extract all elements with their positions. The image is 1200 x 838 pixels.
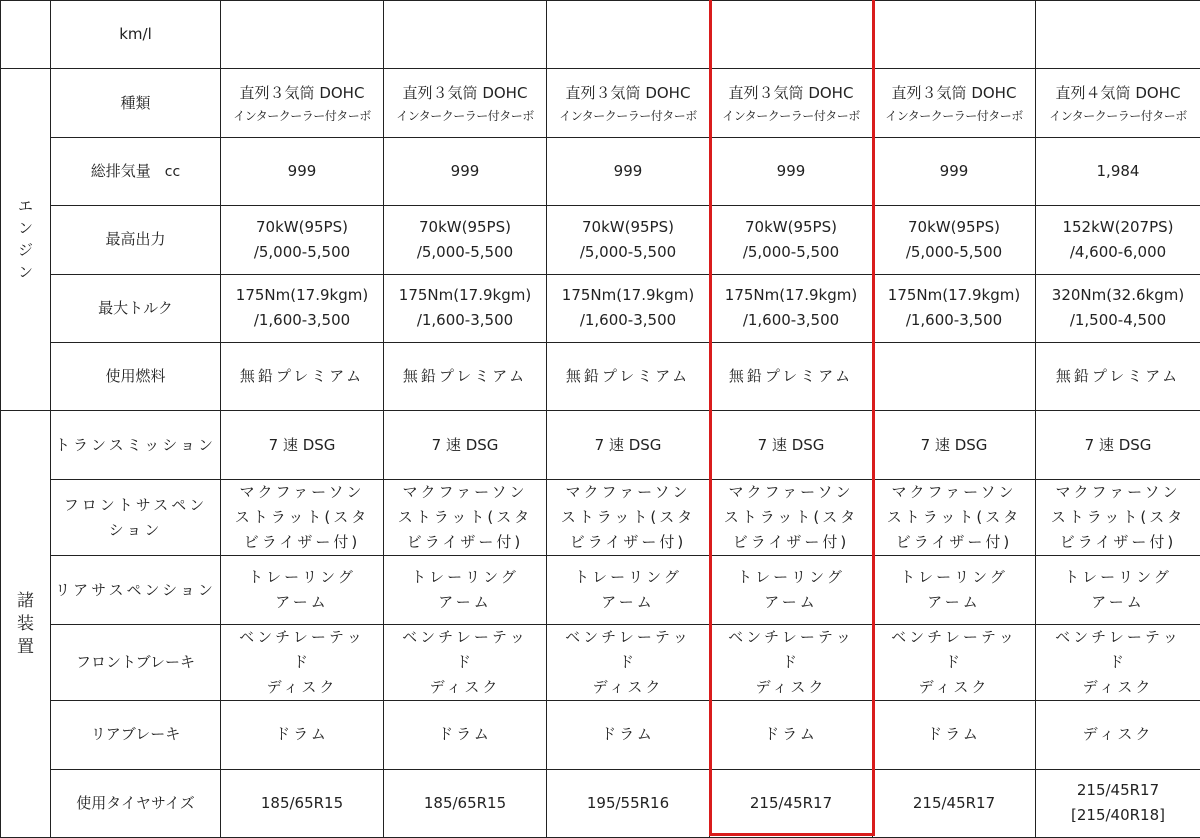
spec-cell: 152kW(207PS) /4,600-6,000 [1036, 206, 1200, 274]
spec-cell: トレーリング アーム [221, 556, 384, 624]
spec-cell: 999 [221, 137, 384, 205]
spec-cell: 直列３気筒 DOHC インタークーラー付ターボ [221, 69, 384, 137]
spec-cell [710, 1, 873, 69]
spec-cell: 175Nm(17.9kgm) /1,600-3,500 [547, 274, 710, 342]
spec-cell: トレーリング アーム [547, 556, 710, 624]
spec-cell: ベンチレーテッ ド ディスク [547, 624, 710, 700]
spec-cell: 直列４気筒 DOHC インタークーラー付ターボ [1036, 69, 1200, 137]
row-label-front-suspension: フロントサスペンション [51, 479, 221, 555]
table-row-transmission [1, 411, 1200, 479]
spec-cell: 175Nm(17.9kgm) /1,600-3,500 [221, 274, 384, 342]
spec-cell: 70kW(95PS) /5,000-5,500 [221, 206, 384, 274]
spec-cell: トレーリング アーム [384, 556, 547, 624]
row-label-displacement: 総排気量 cc [51, 137, 221, 205]
row-label-rear-brake: リアブレーキ [51, 701, 221, 769]
spec-cell: ドラム [873, 701, 1036, 769]
spec-cell: 7 速 DSG [547, 411, 710, 479]
table-row-rear-brake [1, 701, 1200, 769]
spec-cell: マクファーソン ストラット(スタ ビライザー付) [547, 479, 710, 555]
spec-cell [547, 1, 710, 69]
spec-cell: マクファーソン ストラット(スタ ビライザー付) [221, 479, 384, 555]
spec-cell: 70kW(95PS) /5,000-5,500 [710, 206, 873, 274]
spec-cell: マクファーソン ストラット(スタ ビライザー付) [1036, 479, 1200, 555]
spec-cell: 直列３気筒 DOHC インタークーラー付ターボ [547, 69, 710, 137]
table-row-tire-size [1, 769, 1200, 837]
table-row-fuel [1, 343, 1200, 411]
spec-cell: 185/65R15 [384, 769, 547, 837]
table-row-engine-type [1, 69, 1200, 137]
spec-cell: ベンチレーテッ ド ディスク [873, 624, 1036, 700]
row-label-rear-suspension: リアサスペンション [51, 556, 221, 624]
spec-cell [873, 343, 1036, 411]
table-row-fuel-economy [1, 1, 1200, 69]
spec-cell: トレーリング アーム [873, 556, 1036, 624]
spec-cell: ドラム [221, 701, 384, 769]
table-row-displacement [1, 137, 1200, 205]
row-label-max-power: 最高出力 [51, 206, 221, 274]
category-devices: 諸 装 置 [1, 411, 51, 838]
row-label-max-torque: 最大トルク [51, 274, 221, 342]
spec-cell [221, 1, 384, 69]
spec-cell: 175Nm(17.9kgm) /1,600-3,500 [384, 274, 547, 342]
spec-cell: 195/55R16 [547, 769, 710, 837]
spec-cell: ベンチレーテッ ド ディスク [1036, 624, 1200, 700]
spec-cell: 無鉛プレミアム [710, 343, 873, 411]
row-label-fuel: 使用燃料 [51, 343, 221, 411]
spec-cell: マクファーソン ストラット(スタ ビライザー付) [873, 479, 1036, 555]
spec-cell: 320Nm(32.6kgm) /1,500-4,500 [1036, 274, 1200, 342]
row-label-tire-size: 使用タイヤサイズ [51, 769, 221, 837]
spec-cell: 直列３気筒 DOHC インタークーラー付ターボ [710, 69, 873, 137]
row-label-front-brake: フロントブレーキ [51, 624, 221, 700]
spec-cell: 175Nm(17.9kgm) /1,600-3,500 [710, 274, 873, 342]
spec-cell: 7 速 DSG [710, 411, 873, 479]
spec-cell: 7 速 DSG [384, 411, 547, 479]
spec-cell: ベンチレーテッ ド ディスク [384, 624, 547, 700]
row-label-transmission: トランスミッション [51, 411, 221, 479]
row-label-engine-type: 種類 [51, 69, 221, 137]
spec-cell: マクファーソン ストラット(スタ ビライザー付) [710, 479, 873, 555]
spec-cell: 999 [710, 137, 873, 205]
spec-cell: ドラム [384, 701, 547, 769]
spec-cell: 直列３気筒 DOHC インタークーラー付ターボ [873, 69, 1036, 137]
spec-cell [384, 1, 547, 69]
spec-cell: 215/45R17 [873, 769, 1036, 837]
spec-cell: 175Nm(17.9kgm) /1,600-3,500 [873, 274, 1036, 342]
spec-cell: 直列３気筒 DOHC インタークーラー付ターボ [384, 69, 547, 137]
spec-cell: ドラム [710, 701, 873, 769]
spec-cell: 7 速 DSG [873, 411, 1036, 479]
spec-cell: ベンチレーテッ ド ディスク [710, 624, 873, 700]
table-row-max-power [1, 206, 1200, 274]
table-row-front-brake [1, 624, 1200, 700]
category-engine: エ ン ジ ン [1, 69, 51, 411]
table-row-rear-suspension [1, 556, 1200, 624]
row-label-fuel-unit: km/l [51, 1, 221, 69]
category-cell-empty [1, 1, 51, 69]
spec-cell: マクファーソン ストラット(スタ ビライザー付) [384, 479, 547, 555]
spec-cell: トレーリング アーム [710, 556, 873, 624]
spec-cell: ディスク [1036, 701, 1200, 769]
spec-cell: 999 [873, 137, 1036, 205]
spec-cell: トレーリング アーム [1036, 556, 1200, 624]
spec-cell: 無鉛プレミアム [221, 343, 384, 411]
spec-cell: 999 [547, 137, 710, 205]
table-row-front-suspension [1, 479, 1200, 555]
spec-cell [1036, 1, 1200, 69]
spec-cell: 70kW(95PS) /5,000-5,500 [873, 206, 1036, 274]
spec-cell: 215/45R17 [215/40R18] [1036, 769, 1200, 837]
spec-cell: 185/65R15 [221, 769, 384, 837]
spec-cell: 7 速 DSG [1036, 411, 1200, 479]
spec-cell: 215/45R17 [710, 769, 873, 837]
spec-cell: 70kW(95PS) /5,000-5,500 [384, 206, 547, 274]
spec-cell: ベンチレーテッ ド ディスク [221, 624, 384, 700]
spec-cell [873, 1, 1036, 69]
spec-cell: 7 速 DSG [221, 411, 384, 479]
spec-cell: 無鉛プレミアム [1036, 343, 1200, 411]
table-row-max-torque [1, 274, 1200, 342]
spec-cell: 無鉛プレミアム [384, 343, 547, 411]
spec-cell: 70kW(95PS) /5,000-5,500 [547, 206, 710, 274]
spec-cell: 無鉛プレミアム [547, 343, 710, 411]
spec-cell: ドラム [547, 701, 710, 769]
spec-cell: 999 [384, 137, 547, 205]
spec-cell: 1,984 [1036, 137, 1200, 205]
